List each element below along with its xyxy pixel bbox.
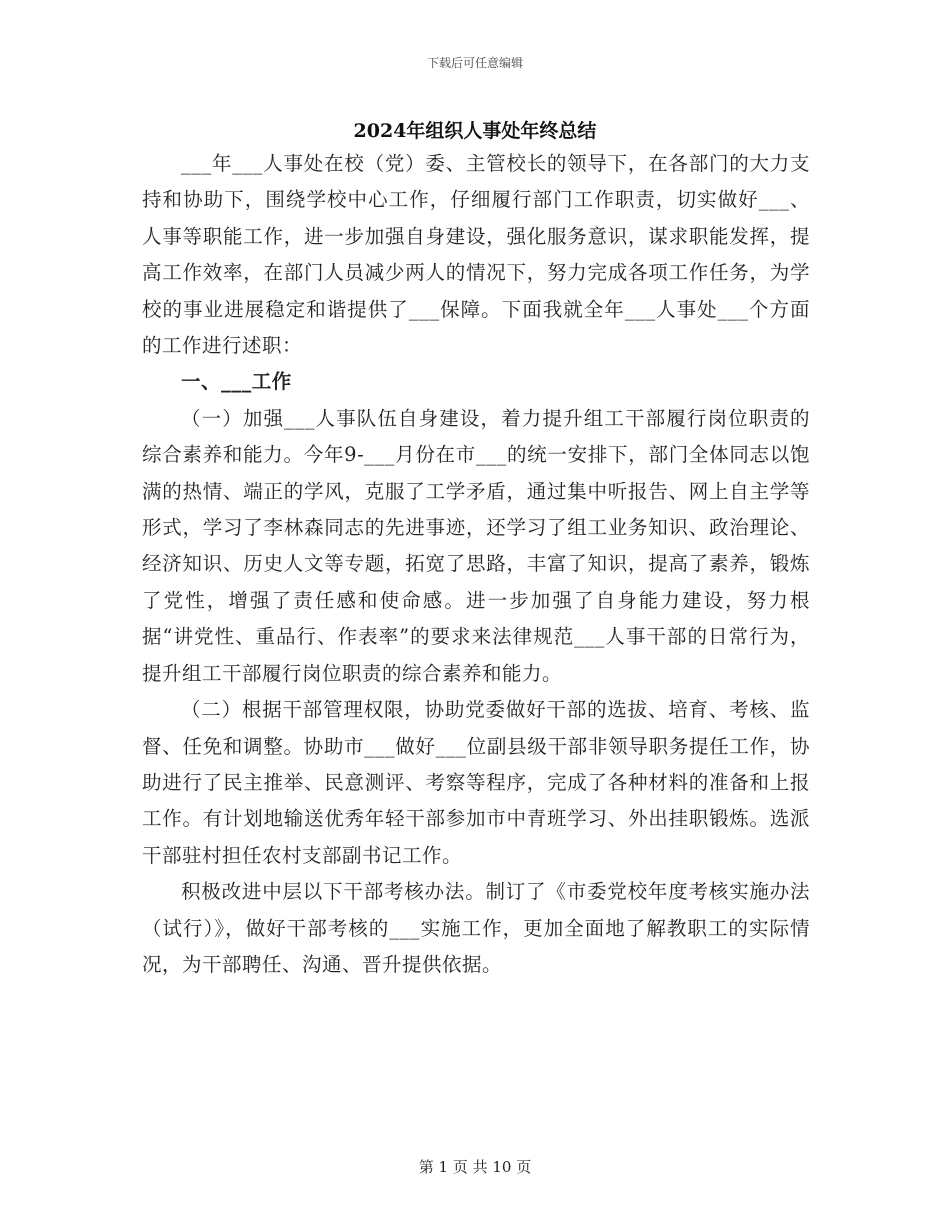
intro-paragraph: ___年___人事处在校（党）委、主管校长的领导下，在各部门的大力支持和协助下，围绕学校中心工作，仔细履行部门工作职责，切实做好___、人事等职能工作，进一步加强自身建设，强化服务意识，谋求职能发挥，提高工作效率，在部门人员减少两人的情况下，努力完成各项工作任务，为学校的事业进展稳定和谐提供了___保障。下面我就全年___人事处___个方面的工作进行述职： [142,152,810,358]
page-indicator: 第 1 页 共 10 页 [418,1158,532,1176]
paragraph-2: （二）根据干部管理权限，协助党委做好干部的选拔、培育、考核、监督、任免和调整。协助市___做好___位副县级干部非领导职务提任工作，协助进行了民主推举、民意测评、考察等程序，完成了各种材料的准备和上报工作。有计划地输送优秀年轻干部参加市中青班学习、外出挂职锻炼。选派干部驻村担任农村支部副书记工作。 [142,698,810,867]
document-title: 2024年组织人事处年终总结 [353,120,597,142]
paragraph-3: 积极改进中层以下干部考核办法。制订了《市委党校年度考核实施办法（试行）》，做好干部考核的___实施工作，更加全面地了解教职工的实际情况，为干部聘任、沟通、晋升提供依据。 [142,880,810,976]
section-heading: 一、___工作 [181,370,292,394]
document-body [142,146,810,983]
header-note: 下载后可任意编辑 [426,56,523,70]
paragraph-1: （一）加强___人事队伍自身建设，着力提升组工干部履行岗位职责的综合素养和能力。今年9-___月份在市___的统一安排下，部门全体同志以饱满的热情、端正的学风，克服了工学矛盾，通过集中听报告、网上自主学等形式，学习了李林森同志的先进事迹，还学习了组工业务知识、政治理论、经济知识、历史人文等专题，拓宽了思路，丰富了知识，提高了素养，锻炼了党性，增强了责任感和使命感。进一步加强了自身能力建设，努力根据“讲党性、重品行、作表率”的要求来法律规范___人事干部的日常行为，提升组工干部履行岗位职责的综合素养和能力。 [142,406,810,685]
